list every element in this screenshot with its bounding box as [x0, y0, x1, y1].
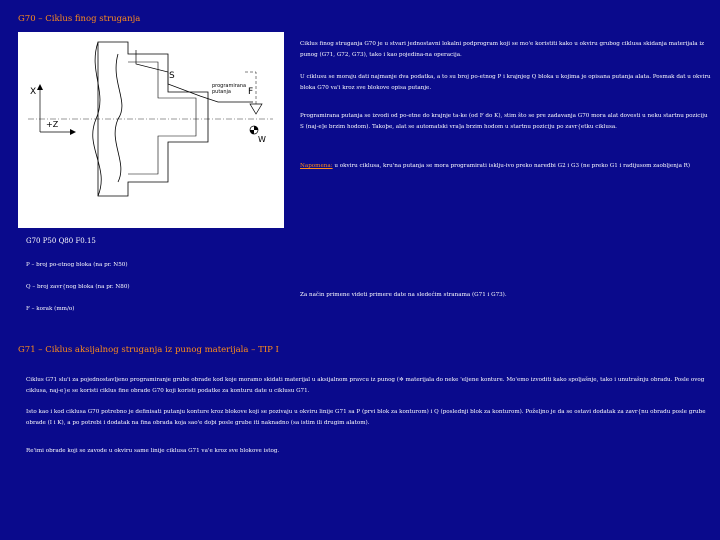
g70-diagram — [18, 32, 284, 228]
paragraph-g70-intro: Ciklus finog struganja G70 je u stvari jednostavni lokalni podprogram koji se mo'e koristiti kako u okviru grubog ciklusa skidanja materijala iz punog (G71, G72, G73), tako i kao pojedina-na operacija. — [300, 41, 705, 58]
finished-contour — [128, 62, 196, 174]
param-p: P – broj po-etnog bloka (na pr. N50) — [26, 262, 128, 268]
example-note: Za način primene videti primere date na sledećim stranama (G71 i G73). — [300, 292, 507, 298]
label-x: X — [30, 87, 37, 97]
paragraph-g70-parameters: U ciklusu se moraju dati najmanje dva podatka, a to su broj po-etnog P i krajnjeg Q bloka u kojima je opisana putanja alata. Posmak dat u okviru bloka G70 va'i kroz sve blokove opisa putanje. — [300, 74, 711, 91]
paragraph-g71-contour: Isto kao i kod ciklusa G70 potrebno je definisati putanju konture kroz blokove koji se pozivaju u okviru linije G71 sa P (prvi blok za konturom) i Q (poslednji blok za konturom). Poželjno je da se ostavi dodatak za zavr{nu obradu posle grube obrade (I i K), a po potrebi i dodatak na fina obrada koja sao'e doþi posle grube iti naknadno (sa istim ili drugim alatom). — [26, 409, 706, 426]
note-label: Napomena: — [300, 163, 333, 169]
note-text: u okviru ciklusa, kru'na putanja se mora programirati isklju-ivo preko naredbi G2 i G3 (ne preko G1 i radijusom zaobljenja R) — [332, 163, 691, 169]
paragraph-g71-intro: Ciklus G71 slu'i za pojednostavljeno programiranje grube obrade kod koje moramo skidati materijal u aksijalnom pravcu iz punog (✲ materijala do neke 'eljene konture. Mo'emo izvoditi kako spoljašnje, tako i unutrašnju obradu. Posle ovog ciklusa, naj-e}e se koristi ciklus fine obrade G70 koji koristi podatke za konturu date u ciklusu G71. — [26, 377, 705, 394]
label-contour-1: programirana — [212, 83, 247, 89]
programmed-path — [136, 50, 253, 102]
label-z: +Z — [46, 120, 59, 129]
label-s: S — [169, 71, 175, 81]
paragraph-g70-note — [300, 161, 712, 172]
label-f: F — [248, 87, 254, 97]
raw-material-edge-right — [115, 54, 122, 182]
param-q: Q – broj zavr{nog bloka (na pr. N80) — [26, 284, 130, 290]
tool-icon — [250, 104, 262, 114]
paragraph-g71-modes: Re'imi obrade koji se zavode u okviru same linije ciklusa G71 va'e kroz sve blokove istog. — [26, 448, 280, 454]
paragraph-g70-path: Programirana putanja se izvodi od po-etne do krajnje ta-ke (od F do K), stim što se pre zadavanja G70 mora alat dovesti u neku startnu poziciju S (naj-e]e brzim hodom). Takoþe, alat se automatski vra]a brzim hodom u startnu poziciju po zavr{etku ciklusa. — [300, 113, 708, 130]
label-w: W — [258, 135, 266, 144]
section-title-g71: G71 – Ciklus aksijalnog struganja iz punog materijala – TIP I — [18, 345, 279, 355]
section-title-g70: G70 – Ciklus finog struganja — [18, 14, 141, 24]
param-f: F – korak (mm/o) — [26, 306, 75, 312]
code-line-g70: G70 P50 Q80 F0.15 — [26, 237, 96, 245]
label-contour-2: putanja — [212, 89, 231, 95]
